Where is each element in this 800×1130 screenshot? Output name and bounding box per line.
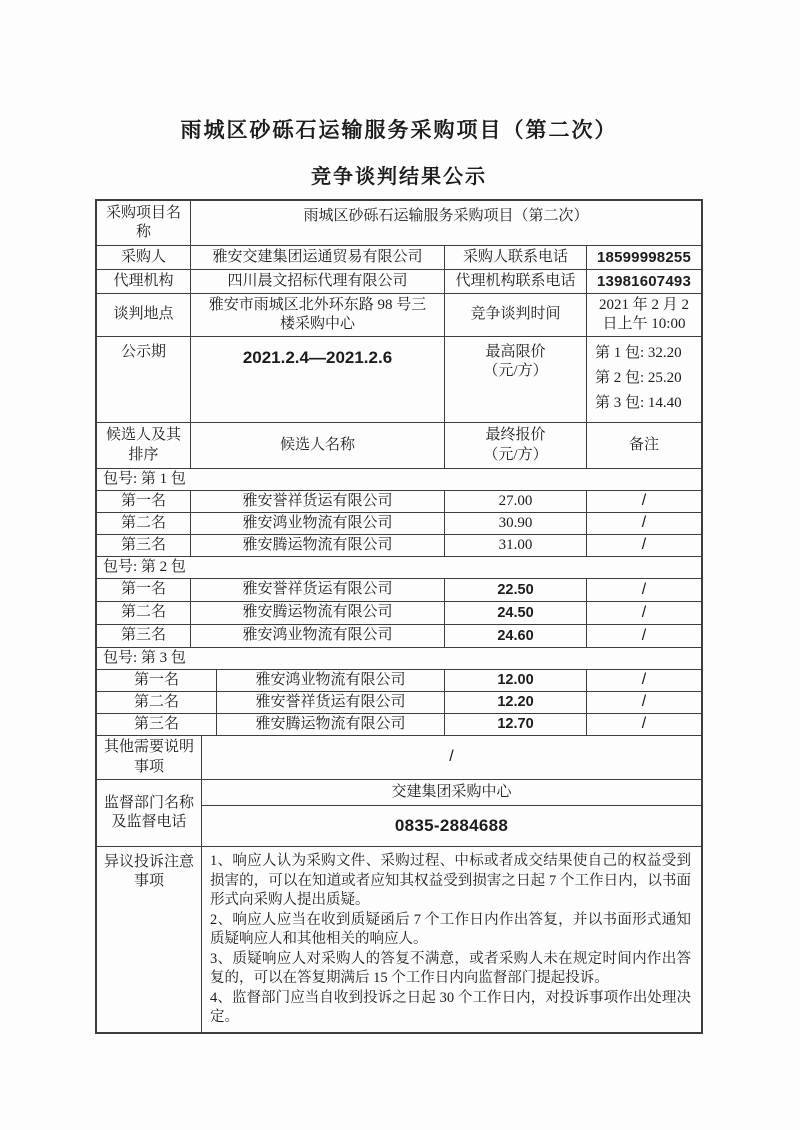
candidate-name-cell: 雅安誉祥货运有限公司 bbox=[190, 491, 444, 512]
table-row bbox=[97, 669, 701, 691]
table-row bbox=[97, 713, 701, 735]
time-label: 竞争谈判时间 bbox=[444, 294, 586, 336]
time-value: 2021 年 2 月 2 日上午 10:00 bbox=[586, 294, 701, 336]
other-notes-value: / bbox=[201, 736, 701, 779]
announcement-table bbox=[95, 199, 703, 1034]
remark-cell: / bbox=[586, 491, 701, 512]
notice-label: 异议投诉注意 事项 bbox=[103, 854, 194, 890]
publicity-value: 2021.2.4—2021.2.6 bbox=[190, 337, 444, 422]
price-cell: 27.00 bbox=[444, 491, 586, 512]
max-price-item: 第 2 包: 25.20 bbox=[595, 369, 682, 386]
header-remark: 备注 bbox=[586, 423, 701, 468]
candidate-name-cell: 雅安腾运物流有限公司 bbox=[190, 602, 444, 624]
rank-cell: 第三名 bbox=[133, 715, 179, 732]
notice-content bbox=[201, 847, 701, 1032]
candidate-name-cell: 雅安鸿业物流有限公司 bbox=[190, 513, 444, 534]
row-supervision bbox=[97, 779, 701, 846]
supervision-value bbox=[201, 780, 701, 846]
rank-cell: 第一名 bbox=[133, 671, 179, 688]
remark-cell: / bbox=[586, 513, 701, 534]
remark-cell: / bbox=[586, 692, 701, 713]
package-band-1: 包号: 第 1 包 bbox=[97, 468, 701, 490]
table-row bbox=[97, 691, 701, 713]
remark-cell: / bbox=[586, 602, 701, 624]
max-price-label: 最高限价 （元/方） bbox=[444, 337, 586, 422]
agency-phone-value: 13981607493 bbox=[586, 270, 701, 293]
table-row bbox=[97, 490, 701, 512]
remark-cell: / bbox=[586, 714, 701, 735]
project-name-label: 采购项目名 称 bbox=[105, 204, 181, 240]
document-page bbox=[95, 112, 703, 1034]
price-cell: 30.90 bbox=[444, 513, 586, 534]
row-objection-notice bbox=[97, 846, 701, 1032]
table-row bbox=[97, 578, 701, 601]
table-row bbox=[97, 512, 701, 534]
supervision-dept-value: 交建集团采购中心 bbox=[202, 780, 701, 806]
max-price-item: 第 3 包: 14.40 bbox=[595, 394, 682, 411]
supervision-label: 监督部门名称 及监督电话 bbox=[103, 794, 194, 830]
rank-cell: 第二名 bbox=[133, 693, 179, 710]
row-other-notes bbox=[97, 735, 701, 779]
agency-label: 代理机构 bbox=[113, 272, 174, 289]
price-cell: 24.50 bbox=[444, 602, 586, 624]
row-agency bbox=[97, 269, 701, 293]
remark-cell: / bbox=[586, 535, 701, 556]
row-publicity bbox=[97, 336, 701, 422]
venue-value: 雅安市雨城区北外环东路 98 号三 楼采购中心 bbox=[190, 294, 444, 336]
document-title: 雨城区砂砾石运输服务采购项目（第二次） bbox=[180, 118, 618, 142]
rank-cell: 第二名 bbox=[120, 604, 166, 621]
notice-item: 3、质疑响应人对采购人的答复不满意，或者采购人未在规定时间内作出答复的，可以在答复期满后 15 个工作日内向监督部门提起投诉。 bbox=[210, 950, 691, 986]
package-band-3: 包号: 第 3 包 bbox=[97, 647, 701, 669]
agency-phone-label: 代理机构联系电话 bbox=[444, 270, 586, 293]
table-row bbox=[97, 534, 701, 556]
purchaser-label: 采购人 bbox=[120, 248, 166, 265]
other-notes-label: 其他需要说明 事项 bbox=[103, 739, 194, 775]
publicity-label: 公示期 bbox=[120, 344, 166, 360]
package-band-2: 包号: 第 2 包 bbox=[97, 556, 701, 578]
price-cell: 31.00 bbox=[444, 535, 586, 556]
candidate-name-cell: 雅安鸿业物流有限公司 bbox=[216, 670, 444, 691]
header-rank: 候选人及其 排序 bbox=[105, 427, 181, 463]
remark-cell: / bbox=[586, 625, 701, 647]
price-cell: 24.60 bbox=[444, 625, 586, 647]
price-cell: 22.50 bbox=[444, 579, 586, 601]
rank-cell: 第三名 bbox=[120, 536, 166, 553]
candidate-name-cell: 雅安誉祥货运有限公司 bbox=[190, 579, 444, 601]
document-subtitle: 竞争谈判结果公示 bbox=[311, 166, 487, 188]
row-venue-time bbox=[97, 293, 701, 336]
price-cell: 12.20 bbox=[444, 692, 586, 713]
purchaser-phone-value: 18599998255 bbox=[586, 246, 701, 269]
table-row bbox=[97, 624, 701, 647]
rank-cell: 第三名 bbox=[120, 627, 166, 644]
candidate-name-cell: 雅安誉祥货运有限公司 bbox=[216, 692, 444, 713]
table-row bbox=[97, 601, 701, 624]
row-project-name bbox=[97, 201, 701, 245]
max-price-list bbox=[586, 337, 701, 422]
remark-cell: / bbox=[586, 670, 701, 691]
candidate-name-cell: 雅安腾运物流有限公司 bbox=[216, 714, 444, 735]
agency-value: 四川晨文招标代理有限公司 bbox=[190, 270, 444, 293]
purchaser-phone-label: 采购人联系电话 bbox=[444, 246, 586, 269]
price-cell: 12.00 bbox=[444, 670, 586, 691]
candidate-name-cell: 雅安腾运物流有限公司 bbox=[190, 535, 444, 556]
header-candidate-name: 候选人名称 bbox=[190, 423, 444, 468]
rank-cell: 第一名 bbox=[120, 492, 166, 509]
notice-item: 2、响应人应当在收到质疑函后 7 个工作日内作出答复，并以书面形式通知质疑响应人和其他相关的响应人。 bbox=[210, 911, 691, 947]
row-results-header bbox=[97, 422, 701, 468]
candidate-name-cell: 雅安鸿业物流有限公司 bbox=[190, 625, 444, 647]
notice-item: 1、响应人认为采购文件、采购过程、中标或者成交结果使自己的权益受到损害的，可以在知道或者应知其权益受到损害之日起 7 个工作日内，以书面形式向采购人提出质疑。 bbox=[210, 853, 691, 908]
purchaser-value: 雅安交建集团运通贸易有限公司 bbox=[190, 246, 444, 269]
venue-label: 谈判地点 bbox=[113, 306, 174, 323]
remark-cell: / bbox=[586, 579, 701, 601]
price-cell: 12.70 bbox=[444, 714, 586, 735]
max-price-item: 第 1 包: 32.20 bbox=[595, 344, 682, 361]
rank-cell: 第二名 bbox=[120, 514, 166, 531]
rank-cell: 第一名 bbox=[120, 581, 166, 598]
header-final-price: 最终报价 （元/方） bbox=[444, 423, 586, 468]
supervision-phone-value: 0835-2884688 bbox=[394, 816, 509, 836]
project-name-value: 雨城区砂砾石运输服务采购项目（第二次） bbox=[190, 201, 701, 245]
row-purchaser bbox=[97, 245, 701, 269]
notice-item: 4、监督部门应当自收到投诉之日起 30 个工作日内，对投诉事项作出处理决定。 bbox=[210, 989, 691, 1025]
